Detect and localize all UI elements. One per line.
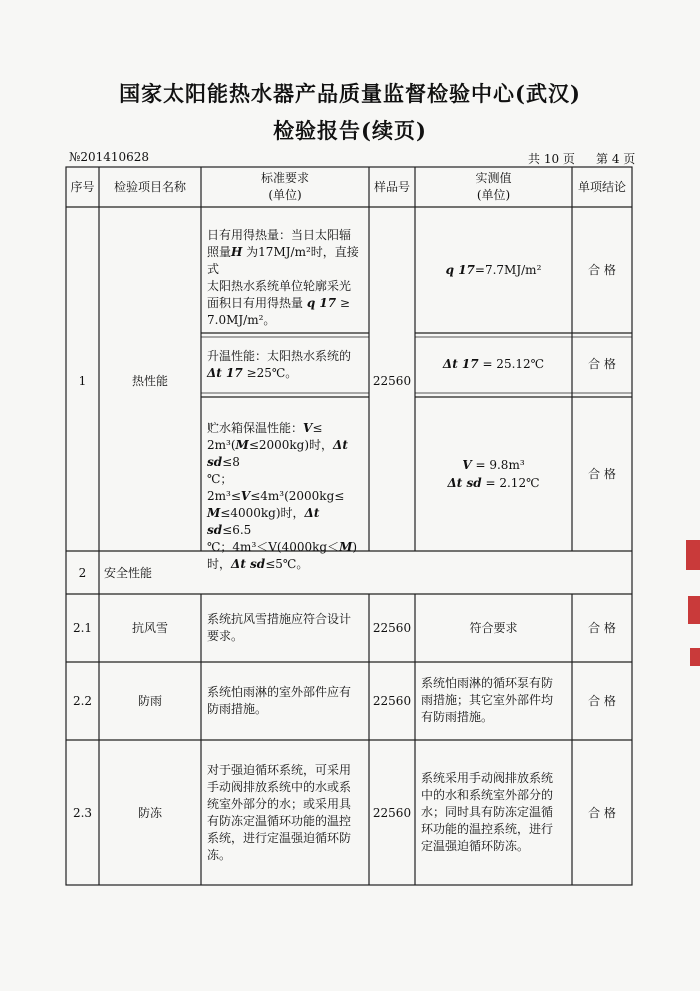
- row1-sub3-requirement: 贮水箱保温性能：V≤ 2m³(M≤2000kg)时，Δt sd≤8 ℃；2m³≤V≤4m³(2000kg≤ M≤4000kg)时，Δt sd≤6.5 ℃；4m³＜V(4000kg＜M) 时，Δt sd≤5℃。: [207, 421, 358, 571]
- row23-item: 防冻: [137, 806, 162, 820]
- row23-measured: 系统采用手动阀排放系统 中的水和系统室外部分的 水；同时具有防冻定温循 环功能的温控系统，进行 定温强迫循环防冻。: [421, 771, 554, 853]
- row1-sub1-measured: q 17=7.7MJ/m²: [445, 263, 542, 277]
- col-header-req-unit: (单位): [268, 188, 302, 202]
- row22-result: 合 格: [588, 694, 616, 708]
- col-header-sample: 样品号: [373, 180, 410, 194]
- row23-requirement: 对于强迫循环系统，可采用 手动阀排放系统中的水或系 统室外部分的水；或采用具 有防冻定温循环功能的温控 系统，进行定温强迫循环防 冻。: [207, 763, 352, 862]
- row21-requirement: 系统抗风雪措施应符合设计 要求。: [207, 612, 352, 643]
- row23-seq: 2.3: [72, 806, 93, 820]
- total-pages: 共 10 页: [528, 152, 575, 166]
- row1-sub1-requirement: 日有用得热量：当日太阳辐 照量H 为17MJ/m²时，直接式 太阳热水系统单位轮廓采光 面积日有用得热量 q 17 ≥ 7.0MJ/m²。: [207, 228, 359, 327]
- row22-sample: 22560: [372, 694, 412, 708]
- stamp-mark: [690, 648, 700, 666]
- row1-seq: 1: [78, 374, 87, 388]
- row1-sample: 22560: [372, 374, 412, 388]
- row1-sub3-measured-volume: V = 9.8m³: [462, 458, 525, 472]
- row22-requirement: 系统怕雨淋的室外部件应有 防雨措施。: [207, 685, 352, 716]
- report-number: №201410628: [69, 150, 150, 164]
- col-header-seq: 序号: [70, 180, 95, 194]
- row21-result: 合 格: [588, 621, 616, 635]
- row1-sub2-result: 合 格: [588, 357, 616, 371]
- col-header-meas-unit: (单位): [476, 188, 511, 202]
- col-header-item: 检验项目名称: [113, 180, 186, 194]
- stamp-mark: [686, 540, 700, 570]
- row1-sub1-result: 合 格: [588, 263, 616, 277]
- current-page: 第 4 页: [596, 152, 636, 166]
- row1-sub3-result: 合 格: [588, 467, 616, 481]
- row23-result: 合 格: [588, 806, 616, 820]
- row1-sub2-requirement: 升温性能：太阳热水系统的 Δt 17 ≥25℃。: [207, 349, 352, 380]
- row2-seq: 2: [78, 566, 87, 580]
- page-subtitle: 检验报告(续页): [273, 118, 427, 143]
- col-header-result: 单项结论: [577, 180, 626, 194]
- row23-sample: 22560: [372, 806, 412, 820]
- row22-item: 防雨: [137, 694, 162, 708]
- page-title: 国家太阳能热水器产品质量监督检验中心(武汉): [119, 81, 581, 106]
- row21-sample: 22560: [372, 621, 412, 635]
- row2-item: 安全性能: [104, 566, 153, 580]
- stamp-mark: [688, 596, 700, 624]
- row1-sub2-measured: Δt 17 = 25.12℃: [442, 357, 545, 371]
- col-header-meas: 实测值: [475, 171, 512, 185]
- row22-seq: 2.2: [72, 694, 93, 708]
- row21-item: 抗风雪: [131, 621, 168, 635]
- row21-seq: 2.1: [72, 621, 93, 635]
- row22-measured: 系统怕雨淋的循环泵有防 雨措施；其它室外部件均 有防雨措施。: [421, 676, 554, 724]
- row1-sub3-measured-temp: Δt sd = 2.12℃: [447, 476, 540, 490]
- row21-measured: 符合要求: [469, 621, 518, 635]
- col-header-req: 标准要求: [260, 171, 309, 185]
- row1-item: 热性能: [131, 374, 168, 388]
